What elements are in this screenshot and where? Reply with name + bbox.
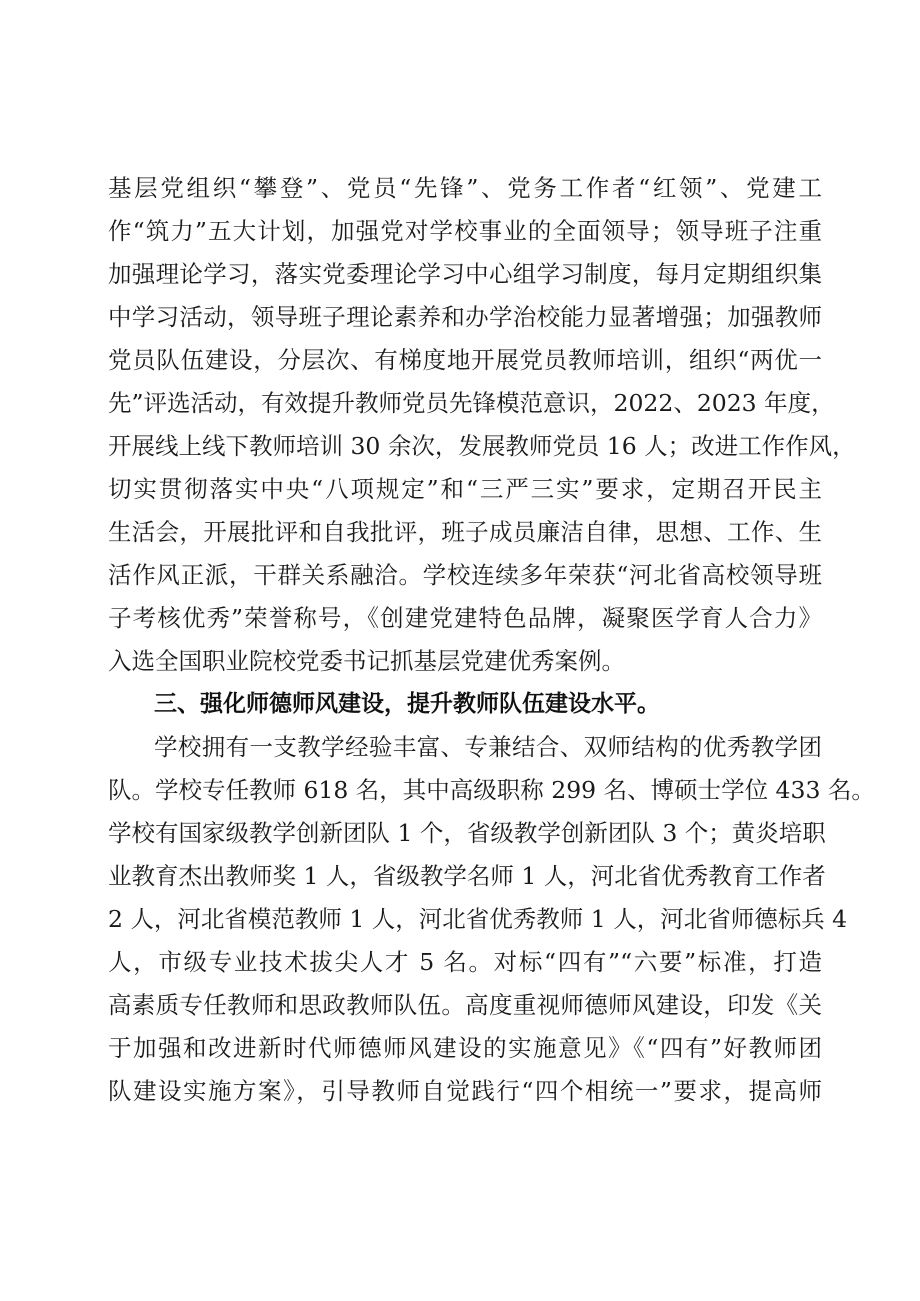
text-line: 切实贯彻落实中央“八项规定”和“三严三实”要求，定期召开民主 bbox=[108, 475, 822, 503]
text-line: 党员队伍建设，分层次、有梯度地开展党员教师培训，组织“两优一 bbox=[108, 346, 822, 374]
text-line: 基层党组织“攀登”、党员“先锋”、党务工作者“红领”、党建工 bbox=[108, 174, 822, 202]
text-line: 人，市级专业技术拔尖人才 5 名。对标“四有”“六要”标准，打造 bbox=[108, 948, 822, 976]
text-line: 开展线上线下教师培训 30 余次，发展教师党员 16 人；改进工作作风， bbox=[108, 432, 856, 460]
text-line: 作“筑力”五大计划，加强党对学校事业的全面领导；领导班子注重 bbox=[108, 217, 822, 245]
text-line: 学校拥有一支教学经验丰富、专兼结合、双师结构的优秀教学团 bbox=[154, 733, 822, 761]
text-line: 子考核优秀”荣誉称号，《创建党建特色品牌，凝聚医学育人合力》 bbox=[108, 604, 822, 632]
text-line: 高素质专任教师和思政教师队伍。高度重视师德师风建设，印发《关 bbox=[108, 991, 822, 1019]
text-line: 业教育杰出教师奖 1 人，省级教学名师 1 人，河北省优秀教育工作者 bbox=[108, 862, 826, 890]
text-line: 入选全国职业院校党委书记抓基层党建优秀案例。 bbox=[108, 647, 625, 675]
text-line: 学校有国家级教学创新团队 1 个，省级教学创新团队 3 个；黄炎培职 bbox=[108, 819, 826, 847]
section-heading: 三、强化师德师风建设，提升教师队伍建设水平。 bbox=[154, 691, 660, 717]
text-line: 中学习活动，领导班子理论素养和办学治校能力显著增强；加强教师 bbox=[108, 303, 822, 331]
text-line: 加强理论学习，落实党委理论学习中心组学习制度，每月定期组织集 bbox=[108, 260, 822, 288]
text-line: 队建设实施方案》，引导教师自觉践行“四个相统一”要求，提高师 bbox=[108, 1077, 822, 1105]
text-line: 于加强和改进新时代师德师风建设的实施意见》《“四有”好教师团 bbox=[108, 1034, 822, 1062]
text-line: 生活会，开展批评和自我批评，班子成员廉洁自律，思想、工作、生 bbox=[108, 518, 822, 546]
text-line: 活作风正派，干群关系融洽。学校连续多年荣获“河北省高校领导班 bbox=[108, 561, 822, 589]
text-line: 先”评选活动，有效提升教师党员先锋模范意识，2022、2023 年度， bbox=[108, 389, 835, 417]
text-line: 2 人，河北省模范教师 1 人，河北省优秀教师 1 人，河北省师德标兵 4 bbox=[108, 905, 848, 933]
text-line: 队。学校专任教师 618 名，其中高级职称 299 名、博硕士学位 433 名。 bbox=[108, 776, 875, 804]
